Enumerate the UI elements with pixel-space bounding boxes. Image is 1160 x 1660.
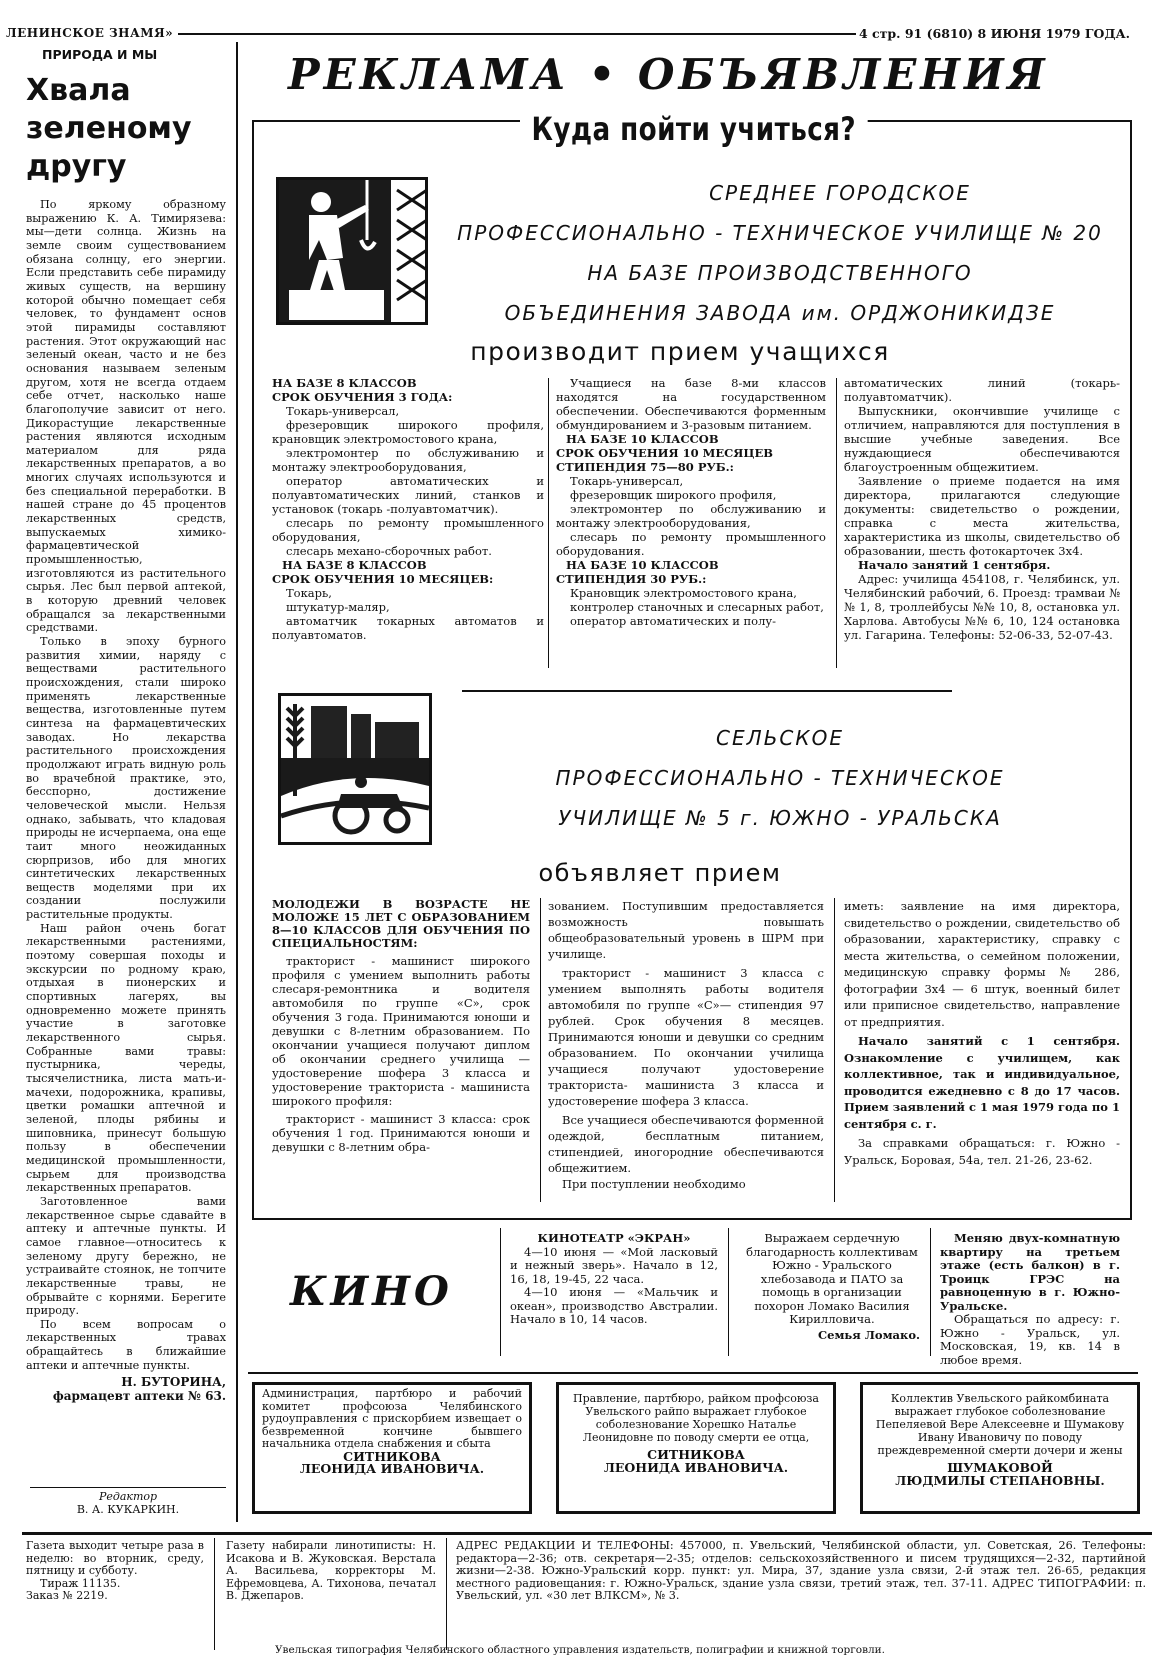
footer-printer: Увельская типография Челябинского областного управления издательств, полиграфии и книжной торговли. xyxy=(274,1644,886,1656)
ad1-col2-heading: НА БАЗЕ 10 КЛАССОВ xyxy=(566,432,719,446)
obituary-name: ЛЕОНИДА ИВАНОВИЧА. xyxy=(603,1460,789,1475)
obituary-text: Правление, партбюро, райком профсоюза Увельского райпо выражает глубокое соболезнование Хорешко Наталье Леонидовне по поводу смерти ее отца, xyxy=(573,1392,819,1444)
article-paragraph: Только в эпоху бурного развития химии, наряду с веществами растительного происхождения, стали широко применять лекарственные вещества, изготовленные путем синтеза на фармацевтических заводах. Но лекарства растительного происхождения продолжают играть видную роль во врачебной практике, это, бесспорно, достижение человеческой мысли. Нельзя однако, забывать, что кладовая природы не исчерпаема, она еще таит много неожиданных сюрпризов, ибо для многих синтетических лекарственных веществ моделями при их создании послужили растительные продукты. xyxy=(26,635,226,922)
ad2-col2-para: тракторист - машинист 3 класса с умением выполнять работы водителя автомобиля по группе «С»— стипендия 97 рублей. Срок обучения 8 месяцев. Принимаются юноши и девушки со средним образованием. По окончании училища учащиеся получают удостоверение тракториста- машиниста 3 класса и удостоверение шофера 3 класса. xyxy=(548,966,824,1108)
editor-label: Редактор xyxy=(98,1490,158,1503)
school-5-line: УЧИЛИЩЕ № 5 г. ЮЖНО - УРАЛЬСКА xyxy=(558,806,1002,830)
ad2-col-rule xyxy=(540,898,541,1202)
kino-rule xyxy=(728,1228,729,1356)
article-paragraph: По яркому образному выражению К. А. Тимирязева: мы—дети солнца. Жизнь на земле своим существованием обязана солнцу, его энергии. Если представить себе пирамиду живых существ, на вершину которой обычно помещает себя человек, то фундамент основ этой пирамиды составляют растения. Этот окружающий нас зеленый океан, часто и не без основания называем зеленым другом, хотя не всегда отдаем себе отчет, насколько наше благополучие зависит от него. Дикорастущие лекарственные растения являются исходным материалом для ряда лекарственных препаратов, а во многих случаях используются и без специальной переработки. В нашей стране до 45 процентов лекарственных средств, выпускаемых химико-фармацевтической промышленностью, изготовляются из растительного сырья. Лес был первой аптекой, в которую древний человек обращался за лекарственными средствами. xyxy=(26,198,226,635)
article-paragraph: По всем вопросам о лекарственных травах обращайтесь в ближайшие аптеки и аптечные пункты. xyxy=(26,1317,226,1372)
kino-rule xyxy=(930,1228,931,1356)
kino-show: 4—10 июня — «Мальчик и океан», производство Австралии. Начало в 10, 14 часов. xyxy=(510,1285,718,1326)
worker-icon xyxy=(279,180,428,325)
ad1-col2-item: электромонтер по обслуживанию и монтажу электрооборудования, xyxy=(556,502,826,530)
ad2-col-rule xyxy=(834,898,835,1202)
ad1-col1-item: Токарь-универсал, xyxy=(286,404,400,418)
article-title xyxy=(26,72,192,186)
ad1-col2-item: слесарь по ремонту промышленного оборудования. xyxy=(556,530,826,558)
editor-rule xyxy=(30,1487,226,1488)
ad1-col2-heading: СРОК ОБУЧЕНИЯ 10 МЕСЯЦЕВ xyxy=(556,446,773,460)
section-title: РЕКЛАМА • ОБЪЯВЛЕНИЯ xyxy=(288,50,1049,99)
obituary-1 xyxy=(262,1388,522,1476)
ad2-col2-para: При поступлении необходимо xyxy=(562,1177,746,1191)
column-divider xyxy=(236,42,238,1522)
worker-illustration xyxy=(276,177,428,325)
obituary-row-rule xyxy=(248,1372,1138,1374)
ad1-col3-para: автоматических линий (токарь-полуавтоматчик). xyxy=(844,376,1120,404)
kino-listing xyxy=(510,1232,718,1327)
footer-address xyxy=(456,1540,1146,1603)
exchange-text: Меняю двух-комнатную квартиру на третьем этаже (есть балкон) в г. Троицк ГРЭС на равноценную в г. Южно-Уральске. xyxy=(940,1231,1120,1313)
article-title-line: зеленому xyxy=(26,111,192,146)
ad2-col3-para: За справками обращаться: г. Южно - Уральск, Боровая, 54а, тел. 21-26, 23-62. xyxy=(844,1136,1120,1167)
ad1-col1-item: слесарь механо-сборочных работ. xyxy=(286,544,492,558)
school-20-line: ПРОФЕССИОНАЛЬНО - ТЕХНИЧЕСКОЕ УЧИЛИЩЕ № 20 xyxy=(457,221,1103,245)
gratitude-text: Выражаем сердечную благодарность коллективам Южно - Уральского хлебозавода и ПАТО за помощь в организации похорон Ломако Василия Кирилловича. xyxy=(746,1231,918,1326)
footer-divider xyxy=(214,1538,215,1650)
gratitude-notice xyxy=(744,1232,920,1342)
ad1-headline: Куда пойти учиться? xyxy=(520,110,868,148)
ad1-col3-para: Заявление о приеме подается на имя директора, прилагаются следующие документы: свидетельство о рождении, справка с места жительства, характеристика из школы, свидетельство об образовании, шесть фотокарточек 3х4. xyxy=(844,474,1120,558)
ad1-col2-item: оператор автоматических и полу- xyxy=(570,614,777,628)
ad1-col2-item: Токарь-универсал, xyxy=(570,474,684,488)
footer-order: Заказ № 2219. xyxy=(26,1589,108,1602)
ad1-col1-item: оператор автоматических и полуавтоматических линий, станков и установок (токарь -полуавтоматчик). xyxy=(272,474,544,516)
ad2-announce: объявляет прием xyxy=(538,859,782,887)
ad2-col1-heading: МОЛОДЕЖИ В ВОЗРАСТЕ НЕ МОЛОЖЕ 15 ЛЕТ С ОБРАЗОВАНИЕМ 8—10 КЛАССОВ ДЛЯ ОБУЧЕНИЯ ПО СПЕЦИАЛЬНОСТЯМ: xyxy=(272,897,530,950)
footer-rule xyxy=(22,1532,1152,1535)
ad2-col2-para: Все учащиеся обеспечиваются форменной одеждой, бесплатным питанием, стипендией, иногородние обеспечиваются общежитием. xyxy=(548,1113,824,1175)
ad1-col1-heading: НА БАЗЕ 8 КЛАССОВ xyxy=(282,558,427,572)
tractor-icon xyxy=(281,696,429,842)
tractor-illustration xyxy=(278,693,432,845)
obituary-name: ЛЕОНИДА ИВАНОВИЧА. xyxy=(299,1461,485,1476)
ad2-column-1 xyxy=(272,898,530,1154)
ad1-col2-intro: Учащиеся на базе 8-ми классов находятся на государственном обеспечении. Обеспечиваются форменным обмундированием и 3-разовым питанием. xyxy=(556,376,826,432)
ad1-col2-item: контролер станочных и слесарных работ, xyxy=(570,600,824,614)
article-rubric: ПРИРОДА И МЫ xyxy=(42,47,158,62)
article-title-line: другу xyxy=(26,149,127,184)
ad-separator-rule xyxy=(462,690,952,692)
ad1-column-1 xyxy=(272,376,544,642)
school-5-line: СЕЛЬСКОЕ xyxy=(716,726,844,750)
article-title-line: Хвала xyxy=(26,73,131,108)
school-5-name xyxy=(500,718,1060,838)
obituary-name: ЛЮДМИЛЫ СТЕПАНОВНЫ. xyxy=(895,1473,1105,1488)
ad1-col1-item: электромонтер по обслуживанию и монтажу электрооборудования, xyxy=(272,446,544,474)
ad1-col1-item: слесарь по ремонту промышленного оборудования, xyxy=(272,516,544,544)
obituary-name: ШУМАКОВОЙ xyxy=(947,1460,1053,1475)
ad1-col3-para: Выпускники, окончившие училище с отличием, направляются для поступления в высшие учебные заведения. Все нуждающиеся обеспечиваются благоустроенным общежитием. xyxy=(844,404,1120,474)
paper-name: ЛЕНИНСКОЕ ЗНАМЯ» xyxy=(6,26,174,40)
editor-block xyxy=(30,1490,226,1516)
ad1-col1-heading: НА БАЗЕ 8 КЛАССОВ xyxy=(272,376,417,390)
ad1-col1-heading: СРОК ОБУЧЕНИЯ 3 ГОДА: xyxy=(272,390,453,404)
issue-line: 4 стр. 91 (6810) 8 ИЮНЯ 1979 ГОДА. xyxy=(858,26,1130,41)
ad1-col3-address: Адрес: училища 454108, г. Челябинск, ул. Челябинский рабочий, 6. Проезд: трамваи №№ 1, 8, троллейбусы №№ 10, 8, остановка ул. Харлова. Автобусы №№ 6, 10, 124 остановка ул. Гагарина. Телефоны: 52-06-33, 52-07-43. xyxy=(844,572,1120,642)
ad1-col1-item: фрезеровщик широкого профиля, крановщик электромостового крана, xyxy=(272,418,544,446)
article-author: Н. БУТОРИНА, xyxy=(121,1375,226,1390)
school-20-line: СРЕДНЕЕ ГОРОДСКОЕ xyxy=(709,181,971,205)
editor-name: В. А. КУКАРКИН. xyxy=(76,1503,180,1516)
kino-title: КИНО xyxy=(290,1268,453,1315)
kino-show: 4—10 июня — «Мой ласковый и нежный зверь». Начало в 12, 16, 18, 19-45, 22 часа. xyxy=(510,1244,718,1286)
school-20-line: НА БАЗЕ ПРОИЗВОДСТВЕННОГО xyxy=(587,261,973,285)
ad1-col1-item: Токарь, xyxy=(286,586,332,600)
article-paragraph: Заготовленное вами лекарственное сырье сдавайте в аптеку и аптечные пункты. И самое главное—относитесь к зеленому другу бережно, не устраивайте стоянок, не топчите лекарственные травы, не обрывайте с корнями. Берегите природу. xyxy=(26,1194,226,1318)
ad1-col-rule xyxy=(836,378,837,668)
ad1-announce: производит прием учащихся xyxy=(470,337,890,366)
obituary-text: Администрация, партбюро и рабочий комитет профсоюза Челябинского рудоуправления с прискорбием извещает о безвременной кончине бывшего начальника отдела снабжения и сбыта xyxy=(262,1387,522,1450)
ad1-col2-heading: СТИПЕНДИЯ 75—80 РУБ.: xyxy=(556,460,734,474)
school-20-line: ОБЪЕДИНЕНИЯ ЗАВОДА им. ОРДЖОНИКИДЗЕ xyxy=(504,301,1056,325)
ad2-column-3 xyxy=(844,898,1120,1168)
school-20-name xyxy=(440,173,1120,333)
obituary-name: СИТНИКОВА xyxy=(647,1447,745,1462)
footer-circulation: Тираж 11135. xyxy=(40,1576,121,1590)
gratitude-sign: Семья Ломако. xyxy=(817,1327,920,1342)
article-body xyxy=(26,198,226,1404)
ad1-col2-item: фрезеровщик широкого профиля, xyxy=(570,488,777,502)
ad1-col2-heading: НА БАЗЕ 10 КЛАССОВ xyxy=(566,558,719,572)
ad1-column-3 xyxy=(844,376,1120,642)
footer-divider xyxy=(446,1538,447,1650)
ad2-column-2 xyxy=(548,898,824,1192)
ad2-col3-para: Начало занятий с 1 сентября. Ознакомление с училищем, как коллективное, так и индивидуальное, проводится ежедневно с 8 до 17 часов. Прием заявлений с 1 мая 1979 года по 1 сентября с. г. xyxy=(844,1034,1120,1131)
ad1-col1-item: автоматчик токарных автоматов и полуавтоматов. xyxy=(272,614,544,642)
footer-typeset-text: Газету набирали линотиписты: Н. Исакова и В. Жуковская. Верстала А. Васильева, корректоры М. Ефремовцева, А. Тихонова, печатал В. Джепаров. xyxy=(226,1539,436,1602)
obituary-3 xyxy=(870,1392,1130,1487)
ad1-column-2 xyxy=(556,376,826,628)
ad2-col1-para: тракторист - машинист 3 класса: срок обучения 1 год. Принимаются юноши и девушки с 8-летним обра- xyxy=(272,1112,530,1154)
exchange-text: Обращаться по адресу: г. Южно - Уральск, ул. Московская, 19, кв. 14 в любое время. xyxy=(940,1312,1120,1367)
ad1-col1-item: штукатур-маляр, xyxy=(286,600,390,614)
footer-address-text: АДРЕС РЕДАКЦИИ И ТЕЛЕФОНЫ: 457000, п. Увельский, Челябинской области, ул. Советская, 26. Телефоны: редактора—2-36; отв. секретаря—2-35; отделов: сельскохозяйственного и писем трудящихся—2-32, партийной жизни—2-38. Южно-Уральский корр. пункт: ул. Мира, 37, здание узла связи, 2-й этаж тел. 26-65, редакция местного радиовещания: г. Южно-Уральск, здание узла связи, третий этаж, тел. 37-11. АДРЕС ТИПОГРАФИИ: п. Увельский, ул. «30 лет ВЛКСМ», № 3. xyxy=(456,1539,1146,1602)
masthead-rule xyxy=(178,33,856,35)
footer-schedule xyxy=(26,1540,204,1603)
ad1-col3-start: Начало занятий 1 сентября. xyxy=(858,558,1051,572)
kino-cinema: КИНОТЕАТР «ЭКРАН» xyxy=(537,1231,691,1245)
ad2-col2-para: зованием. Поступившим предоставляется возможность повышать общеобразовательный уровень в ШРМ при училище. xyxy=(548,899,824,961)
ad2-col3-para: иметь: заявление на имя директора, свидетельство о рождении, свидетельство об образовании, характеристику, справку с места жительства, о семейном положении, медицинскую справку формы № 286, фотографии 3х4 — 6 штук, военный билет или приписное свидетельство, направление от предприятия. xyxy=(844,899,1120,1029)
exchange-notice xyxy=(940,1232,1120,1367)
obituary-name: СИТНИКОВА xyxy=(343,1448,441,1464)
article-author-title: фармацевт аптеки № 63. xyxy=(52,1389,226,1404)
kino-rule-left xyxy=(500,1228,501,1356)
ad1-col2-item: Крановщик электромостового крана, xyxy=(570,586,797,600)
article-paragraph: Наш район очень богат лекарственными растениями, поэтому совершая походы и экскурсии по родному краю, отдыхая в пионерских и спортивных лагерях, вы одновременно можете принять участие в заготовке лекарственного сырья. Собранные вами травы: пустырника, череды, тысячелистника, листа мать-и-мачехи, подорожника, крапивы, цветки ромашки аптечной и зеленой, плоды рябины и шиповника, принесут большую пользу в обеспечении медицинской промышленности, сырьем для производства лекарственных препаратов. xyxy=(26,921,226,1195)
footer-schedule-text: Газета выходит четыре раза в неделю: во вторник, среду, пятницу и субботу. xyxy=(26,1539,204,1577)
obituary-text: Коллектив Увельского райкомбината выражает глубокое соболезнование Пепеляевой Вере Алексеевне и Шумакову Ивану Ивановичу по поводу преждевременной смерти дочери и жены xyxy=(875,1392,1125,1457)
school-5-line: ПРОФЕССИОНАЛЬНО - ТЕХНИЧЕСКОЕ xyxy=(555,766,1005,790)
ad1-col-rule xyxy=(548,378,549,668)
ad1-col2-heading: СТИПЕНДИЯ 30 РУБ.: xyxy=(556,572,707,586)
ad1-col1-heading: СРОК ОБУЧЕНИЯ 10 МЕСЯЦЕВ: xyxy=(272,572,494,586)
ad2-col1-para: тракторист - машинист широкого профиля с умением выполнить работы слесаря-ремонтника и водителя автомобиля по группе «С», срок обучения 3 года. Принимаются юноши и девушки с 8-летним образованием. По окончании учащиеся получают диплом об окончании среднего училища — удостоверение шофера 3 класса и удостоверение тракториста - машиниста широкого профиля: xyxy=(272,954,530,1108)
obituary-2 xyxy=(566,1392,826,1474)
footer-typeset xyxy=(226,1540,436,1603)
